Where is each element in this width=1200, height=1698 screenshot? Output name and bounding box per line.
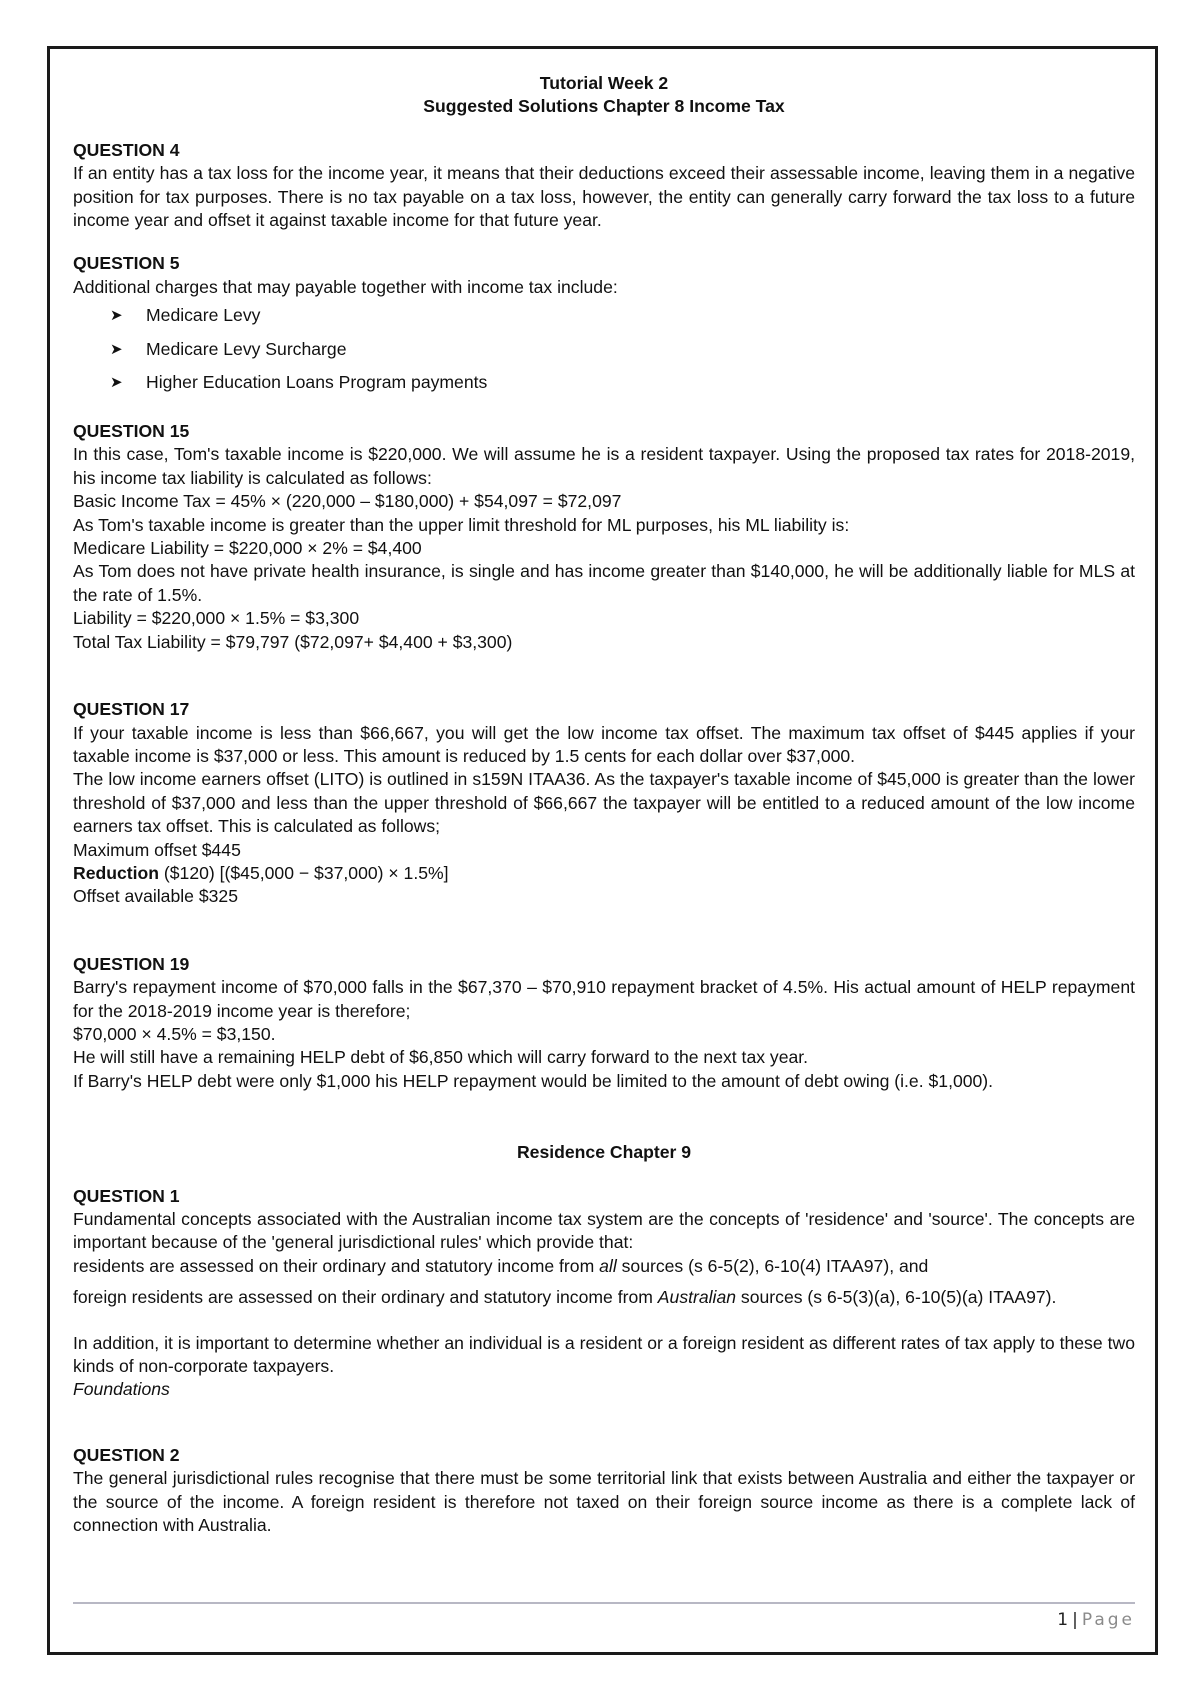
page-label: Page xyxy=(1081,1610,1135,1630)
question-19-line: He will still have a remaining HELP debt of $6,850 which will carry forward to the next tax year. xyxy=(73,1047,809,1068)
residence-question-2-heading: QUESTION 2 xyxy=(73,1444,180,1465)
question-19-heading: QUESTION 19 xyxy=(73,953,190,974)
question-5-list xyxy=(73,299,1135,400)
footer-separator: | xyxy=(1072,1610,1078,1630)
question-19-line: $70,000 × 4.5% = $3,150. xyxy=(73,1023,276,1044)
question-19-line: If Barry's HELP debt were only $1,000 his HELP repayment would be limited to the amount of debt owing (i.e. $1,000). xyxy=(73,1070,994,1091)
arrow-bullet-icon: ➤ xyxy=(110,374,123,392)
question-15-line: Medicare Liability = $220,000 × 2% = $4,400 xyxy=(73,538,422,559)
question-4-heading: QUESTION 4 xyxy=(73,139,180,160)
residence-question-1-line: Foundations xyxy=(73,1379,170,1400)
section-title-residence: Residence Chapter 9 xyxy=(516,1142,692,1163)
residence-question-1-line: residents are assessed on their ordinary and statutory income from all sources (s 6-5(2), 6-10(4) ITAA97), and xyxy=(73,1255,929,1276)
arrow-bullet-icon: ➤ xyxy=(110,307,123,325)
question-15-line: As Tom's taxable income is greater than the upper limit threshold for ML purposes, his ML liability is: xyxy=(73,514,850,535)
document-body xyxy=(73,72,1135,1537)
question-15-line: In this case, Tom's taxable income is $220,000. We will assume he is a resident taxpayer. Using the proposed tax rates for 2018-2019, his income tax liability is calculated as follows: xyxy=(73,444,1135,488)
question-17-line: Maximum offset $445 xyxy=(73,839,241,860)
question-17-heading: QUESTION 17 xyxy=(73,699,190,720)
residence-question-1-line: Fundamental concepts associated with the Australian income tax system are the concepts of 'residence' and 'source'. The concepts are important because of the 'general jurisdictional rules' which provide that: xyxy=(73,1209,1135,1253)
question-15-line: Total Tax Liability = $79,797 ($72,097+ $4,400 + $3,300) xyxy=(73,631,513,652)
residence-question-1-line: In addition, it is important to determine whether an individual is a resident or a foreign resident as different rates of tax apply to these two kinds of non-corporate taxpayers. xyxy=(73,1332,1135,1377)
question-4-answer: If an entity has a tax loss for the income year, it means that their deductions exceed their assessable income, leaving them in a negative position for tax purposes. There is no tax payable on a tax loss, however, the entity can generally carry forward the tax loss to a future income year and offset it against taxable income for that future year. xyxy=(73,163,1135,231)
document-subtitle: Suggested Solutions Chapter 8 Income Tax xyxy=(423,96,785,117)
question-19-line: Barry's repayment income of $70,000 falls in the $67,370 – $70,910 repayment bracket of 4.5%. His actual amount of HELP repayment for the 2018-2019 income year is therefore; xyxy=(73,977,1135,1021)
list-item: ➤ Higher Education Loans Program payments xyxy=(73,366,1135,400)
question-17-line: If your taxable income is less than $66,667, you will get the low income tax offset. The maximum tax offset of $445 applies if your taxable income is $37,000 or less. This amount is reduced by 1.5 cents for each dollar over $37,000. xyxy=(73,722,1135,766)
list-item: ➤ Medicare Levy Surcharge xyxy=(73,333,1135,367)
question-15-line: Basic Income Tax = 45% × (220,000 – $180,000) + $54,097 = $72,097 xyxy=(73,491,622,512)
page-number: 1 xyxy=(1057,1610,1069,1630)
residence-question-1-line: foreign residents are assessed on their ordinary and statutory income from Australian sources (s 6-5(3)(a), 6-10(5)(a) ITAA97). xyxy=(73,1287,1057,1308)
question-17-line: Offset available $325 xyxy=(73,886,238,907)
document-title: Tutorial Week 2 xyxy=(539,73,669,93)
list-item: ➤ Medicare Levy xyxy=(73,299,1135,333)
question-5-heading: QUESTION 5 xyxy=(73,253,180,274)
question-17-line: The low income earners offset (LITO) is outlined in s159N ITAA36. As the taxpayer's taxable income of $45,000 is greater than the lower threshold of $37,000 and less than the upper threshold of $66,667 the taxpayer will be entitled to a reduced amount of the low income earners tax offset. This is calculated as follows; xyxy=(73,769,1135,837)
question-15-line: Liability = $220,000 × 1.5% = $3,300 xyxy=(73,608,360,629)
residence-question-1-heading: QUESTION 1 xyxy=(73,1185,180,1206)
question-17-line: Reduction ($120) [($45,000 − $37,000) × 1.5%] xyxy=(73,862,449,883)
reduction-label: Reduction xyxy=(73,862,160,883)
arrow-bullet-icon: ➤ xyxy=(110,340,123,358)
question-15-heading: QUESTION 15 xyxy=(73,421,190,442)
residence-question-2-answer: The general jurisdictional rules recognise that there must be some territorial link that exists between Australia and either the taxpayer or the source of the income. A foreign resident is therefore not taxed on their foreign source income as there is a complete lack of connection with Australia. xyxy=(73,1468,1135,1536)
page-footer xyxy=(73,1602,1135,1630)
question-5-intro: Additional charges that may payable together with income tax include: xyxy=(73,276,618,297)
question-15-line: As Tom does not have private health insurance, is single and has income greater than $140,000, he will be additionally liable for MLS at the rate of 1.5%. xyxy=(73,561,1135,605)
